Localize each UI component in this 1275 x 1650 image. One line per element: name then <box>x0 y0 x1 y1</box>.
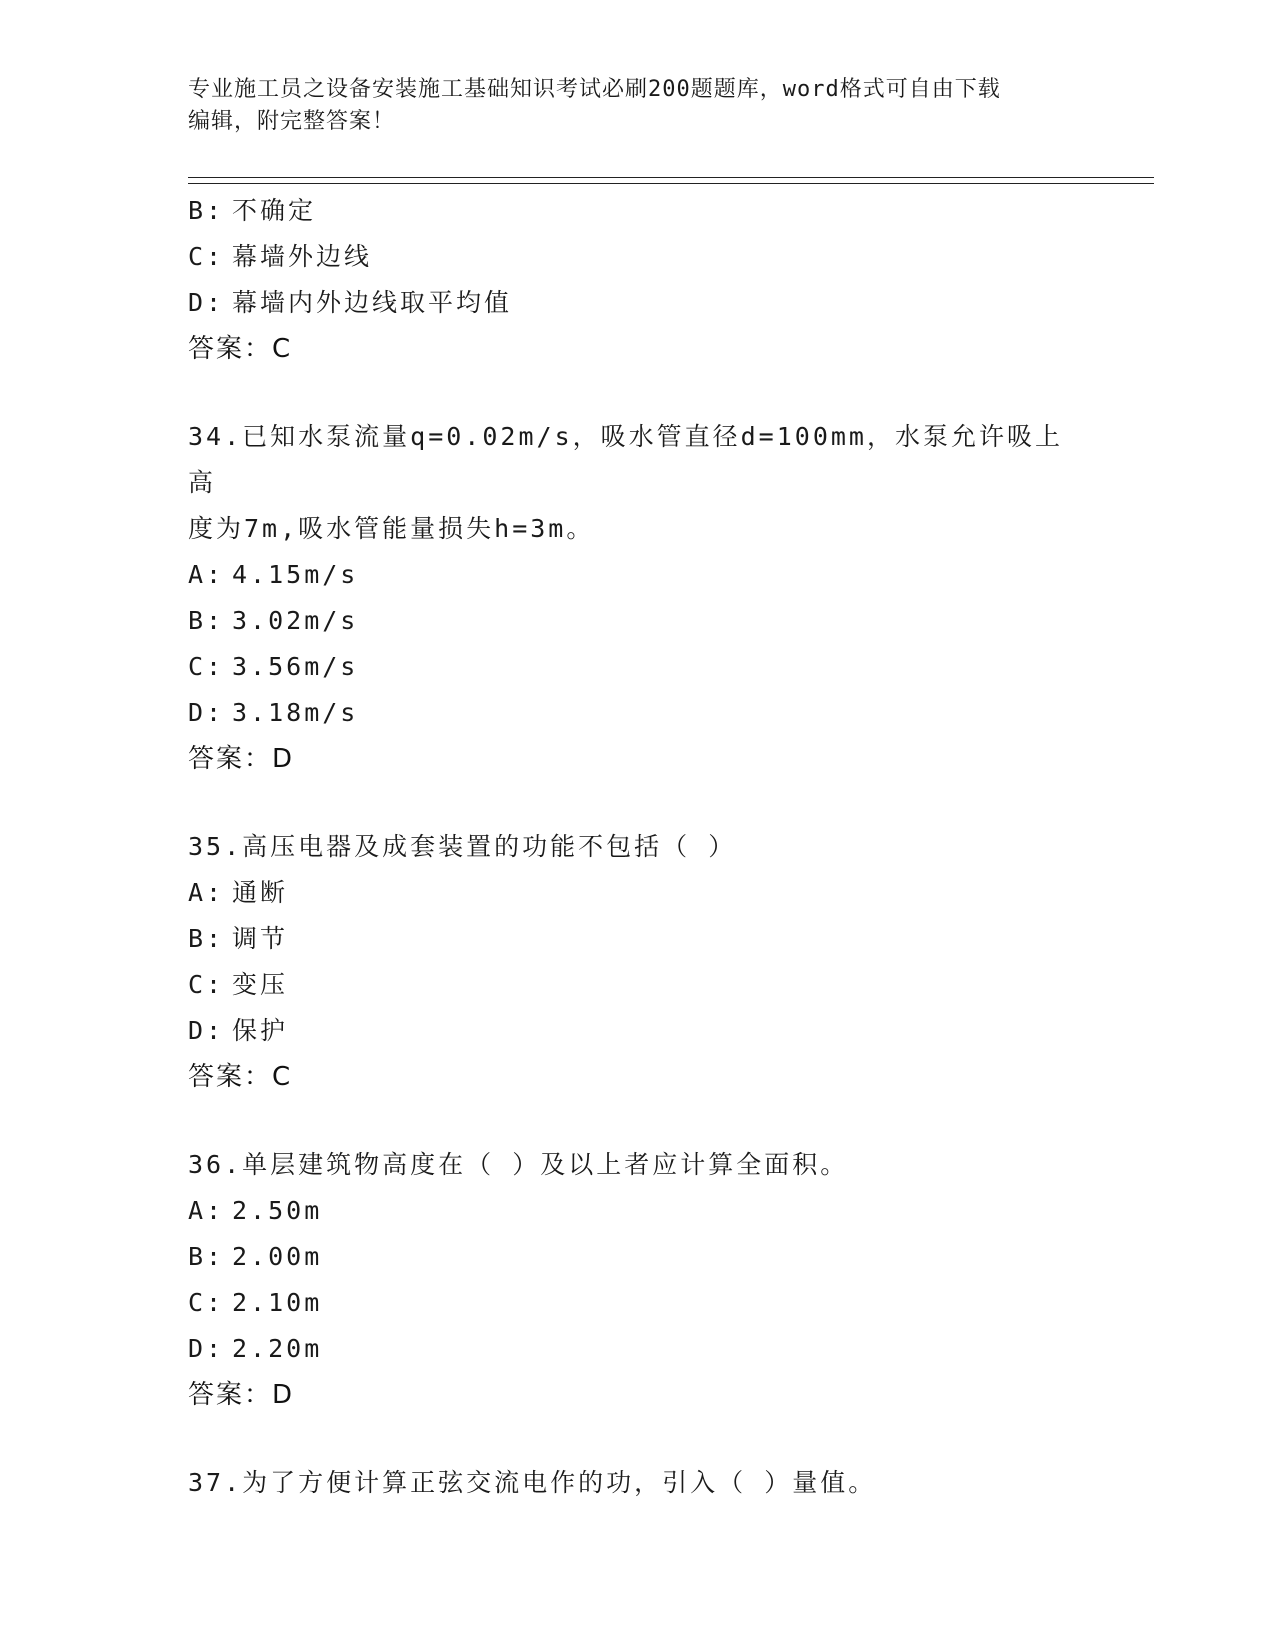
header-divider-top <box>188 177 1154 178</box>
option-b <box>188 916 1088 962</box>
option-key: C: <box>188 1288 225 1317</box>
option-d <box>188 690 1088 736</box>
option-key: D: <box>188 288 225 317</box>
option-c <box>188 1280 1088 1326</box>
option-text: 2.20m <box>232 1334 323 1363</box>
option-text: 变压 <box>232 970 289 999</box>
option-key: C: <box>188 652 225 681</box>
option-key: C: <box>188 242 225 271</box>
option-b <box>188 598 1088 644</box>
header-title-line-2: 编辑，附完整答案！ <box>188 109 396 134</box>
header-divider-bottom <box>188 183 1154 184</box>
option-text: 不确定 <box>232 196 317 225</box>
option-b <box>188 188 1088 234</box>
question-33 <box>188 188 1088 372</box>
option-text: 保护 <box>232 1016 289 1045</box>
question-list <box>188 188 1088 1506</box>
option-c <box>188 644 1088 690</box>
question-36 <box>188 1142 1088 1418</box>
option-b <box>188 1234 1088 1280</box>
option-c <box>188 234 1088 280</box>
question-text: 37.为了方便计算正弦交流电作的功，引入（ ）量值。 <box>188 1468 877 1497</box>
option-key: C: <box>188 970 225 999</box>
question-text: 36.单层建筑物高度在（ ）及以上者应计算全面积。 <box>188 1150 849 1179</box>
spacer <box>188 372 1088 414</box>
option-key: A: <box>188 1196 225 1225</box>
option-d <box>188 1008 1088 1054</box>
option-text: 3.18m/s <box>232 698 359 727</box>
option-text: 3.56m/s <box>232 652 359 681</box>
answer-line: 答案：C <box>188 1062 293 1092</box>
option-a <box>188 552 1088 598</box>
question-37 <box>188 1460 1088 1506</box>
answer-line: 答案：D <box>188 1380 295 1410</box>
answer-line: 答案：D <box>188 744 295 774</box>
option-key: D: <box>188 1334 225 1363</box>
question-34 <box>188 414 1088 782</box>
option-key: D: <box>188 1016 225 1045</box>
option-key: A: <box>188 878 225 907</box>
option-key: B: <box>188 1242 225 1271</box>
question-text-line-1: 34.已知水泵流量q=0.02m/s，吸水管直径d=100mm，水泵允许吸上高 <box>188 422 1063 497</box>
document-header <box>188 74 1088 138</box>
option-key: D: <box>188 698 225 727</box>
option-text: 4.15m/s <box>232 560 359 589</box>
option-a <box>188 1188 1088 1234</box>
option-d <box>188 280 1088 326</box>
option-text: 2.10m <box>232 1288 323 1317</box>
option-text: 3.02m/s <box>232 606 359 635</box>
option-a <box>188 870 1088 916</box>
option-key: B: <box>188 924 225 953</box>
spacer <box>188 782 1088 824</box>
question-text: 35.高压电器及成套装置的功能不包括（ ） <box>188 832 737 861</box>
option-key: B: <box>188 606 225 635</box>
header-title-line-1: 专业施工员之设备安装施工基础知识考试必刷200题题库，word格式可自由下载 <box>188 77 1001 102</box>
option-text: 2.50m <box>232 1196 323 1225</box>
spacer <box>188 1418 1088 1460</box>
option-key: B: <box>188 196 225 225</box>
option-d <box>188 1326 1088 1372</box>
spacer <box>188 1100 1088 1142</box>
option-text: 幕墙内外边线取平均值 <box>232 288 513 317</box>
option-key: A: <box>188 560 225 589</box>
question-35 <box>188 824 1088 1100</box>
option-text: 通断 <box>232 878 289 907</box>
option-text: 2.00m <box>232 1242 323 1271</box>
option-text: 幕墙外边线 <box>232 242 373 271</box>
option-text: 调节 <box>232 924 289 953</box>
option-c <box>188 962 1088 1008</box>
question-text-line-2: 度为7m,吸水管能量损失h=3m。 <box>188 514 595 543</box>
answer-line: 答案：C <box>188 334 293 364</box>
